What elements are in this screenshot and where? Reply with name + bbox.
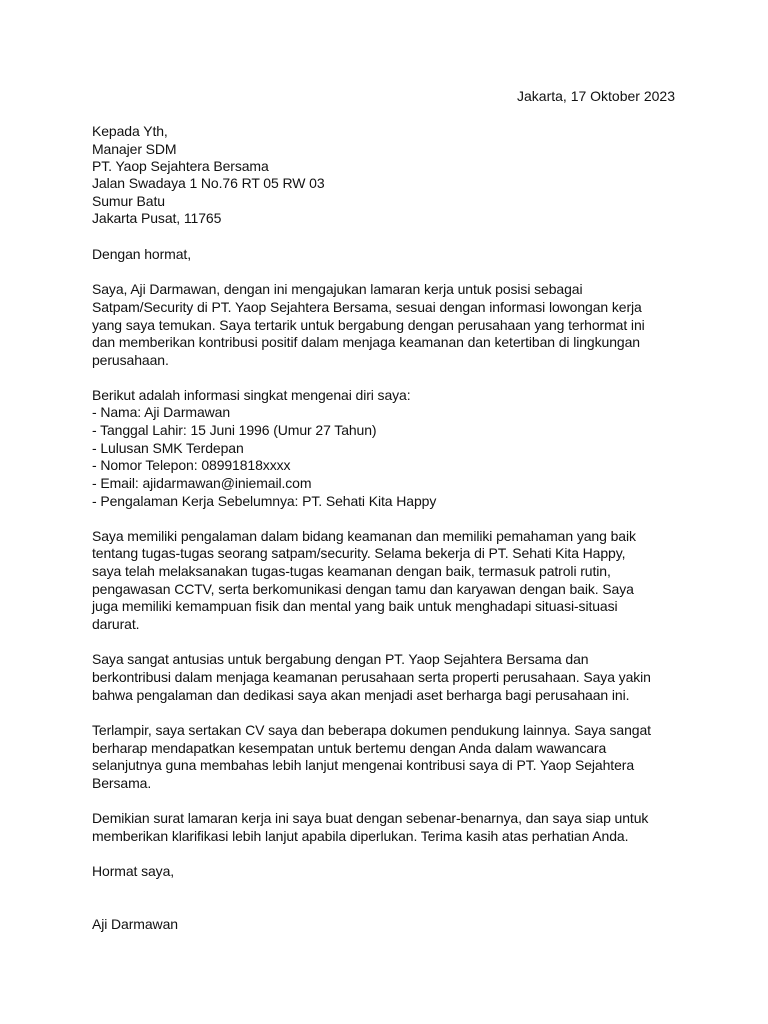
paragraph-line: Saya, Aji Darmawan, dengan ini mengajukan lamaran kerja untuk posisi sebagai	[92, 281, 583, 297]
paragraph-line: Satpam/Security di PT. Yaop Sejahtera Bersama, sesuai dengan informasi lowongan kerja	[92, 299, 642, 315]
recipient-line: Jakarta Pusat, 11765	[92, 210, 222, 226]
info-item: - Lulusan SMK Terdepan	[92, 440, 244, 456]
signature-name: Aji Darmawan	[92, 916, 178, 932]
paragraph-line: selanjutnya guna membahas lebih lanjut mengenai kontribusi saya di PT. Yaop Sejahtera	[92, 757, 634, 773]
closing: Hormat saya,	[92, 863, 175, 879]
info-item: - Nomor Telepon: 08991818xxxx	[92, 457, 291, 473]
paragraph-line: dan memberikan kontribusi positif dalam menjaga keamanan dan ketertiban di lingkungan	[92, 334, 640, 350]
recipient-line: Sumur Batu	[92, 193, 165, 209]
info-intro: Berikut adalah informasi singkat mengenai diri saya:	[92, 387, 411, 403]
paragraph-line: bahwa pengalaman dan dedikasi saya akan menjadi aset berharga bagi perusahaan ini.	[92, 687, 630, 703]
recipient-line: Kepada Yth,	[92, 123, 168, 139]
paragraph-line: Saya sangat antusias untuk bergabung dengan PT. Yaop Sejahtera Bersama dan	[92, 651, 589, 667]
paragraph-line: Saya memiliki pengalaman dalam bidang keamanan dan memiliki pemahaman yang baik	[92, 528, 636, 544]
recipient-line: Manajer SDM	[92, 141, 177, 157]
info-item: - Email: ajidarmawan@iniemail.com	[92, 475, 312, 491]
paragraph-line: Demikian surat lamaran kerja ini saya buat dengan sebenar-benarnya, dan saya siap untuk	[92, 810, 649, 826]
info-item: - Nama: Aji Darmawan	[92, 404, 231, 420]
letter-date: Jakarta, 17 Oktober 2023	[517, 88, 675, 104]
paragraph-line: Bersama.	[92, 775, 152, 791]
recipient-line: PT. Yaop Sejahtera Bersama	[92, 158, 269, 174]
paragraph-line: pengawasan CCTV, serta berkomunikasi dengan tamu dan karyawan dengan baik. Saya	[92, 581, 634, 597]
recipient-line: Jalan Swadaya 1 No.76 RT 05 RW 03	[92, 175, 325, 191]
paragraph-line: Terlampir, saya sertakan CV saya dan beberapa dokumen pendukung lainnya. Saya sangat	[92, 722, 651, 738]
info-item: - Pengalaman Kerja Sebelumnya: PT. Sehati Kita Happy	[92, 493, 437, 509]
greeting: Dengan hormat,	[92, 246, 191, 262]
paragraph-line: saya telah melaksanakan tugas-tugas keamanan dengan baik, termasuk patroli rutin,	[92, 563, 611, 579]
paragraph-line: yang saya temukan. Saya tertarik untuk bergabung dengan perusahaan yang terhormat ini	[92, 317, 645, 333]
paragraph-line: tentang tugas-tugas seorang satpam/security. Selama bekerja di PT. Sehati Kita Happy,	[92, 545, 626, 561]
info-item: - Tanggal Lahir: 15 Juni 1996 (Umur 27 Tahun)	[92, 422, 377, 438]
paragraph-line: darurat.	[92, 616, 140, 632]
paragraph-line: memberikan klarifikasi lebih lanjut apabila diperlukan. Terima kasih atas perhatian Anda.	[92, 828, 629, 844]
paragraph-line: berkontribusi dalam menjaga keamanan perusahaan serta properti perusahaan. Saya yakin	[92, 669, 651, 685]
paragraph-line: berharap mendapatkan kesempatan untuk bertemu dengan Anda dalam wawancara	[92, 740, 607, 756]
paragraph-line: perusahaan.	[92, 352, 169, 368]
paragraph-line: juga memiliki kemampuan fisik dan mental yang baik untuk menghadapi situasi-situasi	[92, 598, 618, 614]
